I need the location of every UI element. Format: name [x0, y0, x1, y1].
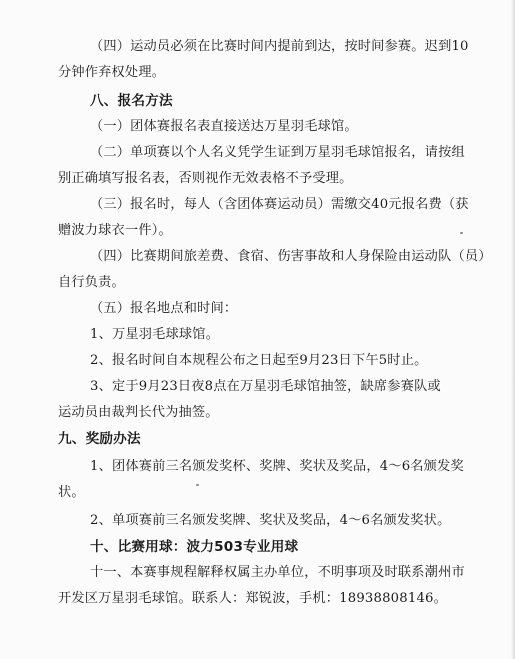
- location-item-1: 1、万星羽毛球球馆。: [90, 327, 220, 342]
- registration-item-2-line-1: （二）单项赛以个人名义凭学生证到万星羽毛球馆报名，请按组: [90, 145, 465, 160]
- section-9-heading: 九、奖励办法: [58, 431, 141, 447]
- section-10-heading: 十、比赛用球：波力503专业用球: [90, 539, 299, 555]
- section-11-line-2: 开发区万星羽毛球馆。联系人：郑锐波，手机：18938808146。: [58, 591, 448, 606]
- award-item-2: 2、单项赛前三名颁发奖牌、奖状及奖品，4～6名颁发奖状。: [90, 513, 451, 528]
- registration-item-2-line-2: 别正确填写报名表，否则视作无效表格不予受理。: [58, 171, 353, 186]
- registration-item-1: （一）团体赛报名表直接送达万星羽毛球馆。: [90, 119, 358, 134]
- scan-speck: [460, 232, 463, 234]
- award-item-1-line-1: 1、团体赛前三名颁发奖杯、奖牌、奖状及奖品，4～6名颁发奖: [90, 459, 464, 474]
- registration-item-4-line-2: 自行负责。: [58, 275, 125, 290]
- registration-item-5: （五）报名地点和时间：: [90, 301, 238, 316]
- scan-edge-shadow: [511, 0, 515, 659]
- rule-item-4-line-2: 分钟作弃权处理。: [58, 65, 166, 80]
- registration-item-3-line-1: （三）报名时，每人（含团体赛运动员）需缴交40元报名费（获: [90, 197, 469, 212]
- rule-item-4-line-1: （四）运动员必须在比赛时间内提前到达，按时间参赛。迟到10: [90, 39, 469, 54]
- location-item-3-line-2: 运动员由裁判长代为抽签。: [58, 405, 219, 420]
- scan-speck: [196, 484, 199, 486]
- award-item-1-line-2: 状。: [58, 485, 85, 500]
- section-11-line-1: 十一、本赛事规程解释权属主办单位，不明事项及时联系潮州市: [90, 565, 465, 580]
- registration-item-4-line-1: （四）比赛期间旅差费、食宿、伤害事故和人身保险由运动队（员）: [90, 249, 492, 264]
- registration-item-3-line-2: 赠波力球衣一件）。: [58, 223, 172, 238]
- section-8-heading: 八、报名方法: [90, 93, 173, 109]
- location-item-2: 2、报名时间自本规程公布之日起至9月23日下午5时止。: [90, 353, 428, 368]
- location-item-3-line-1: 3、定于9月23日夜8点在万星羽毛球馆抽签，缺席参赛队或: [90, 379, 441, 394]
